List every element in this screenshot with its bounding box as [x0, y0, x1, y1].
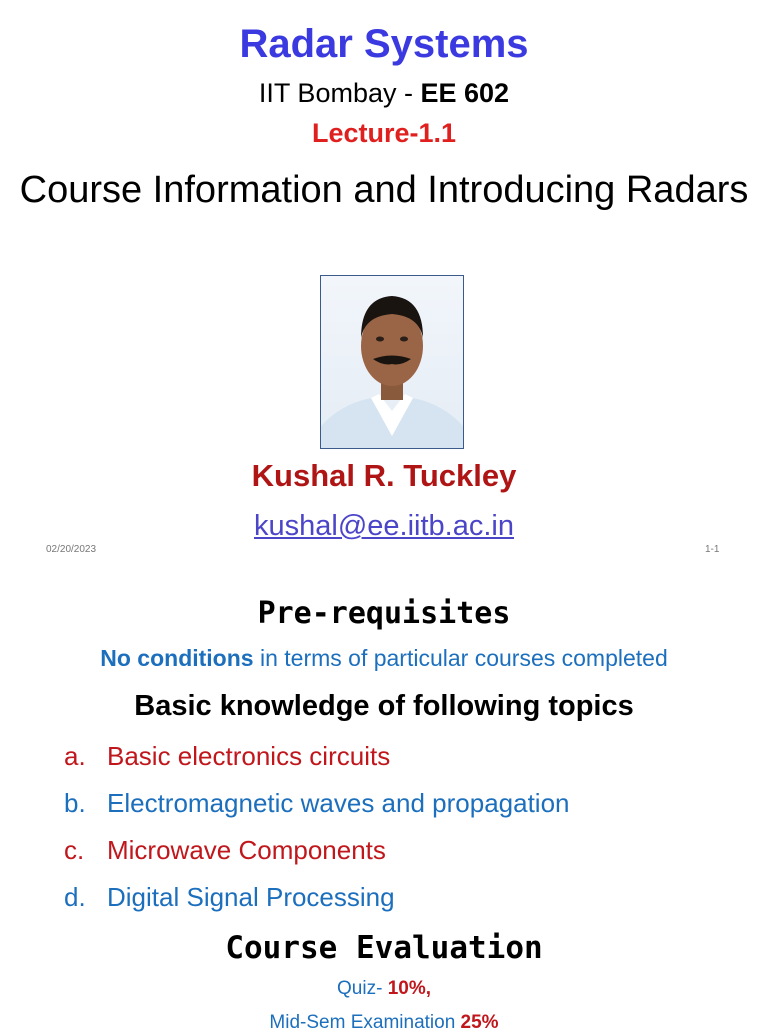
topic-item — [64, 741, 390, 772]
lecture-number: Lecture-1.1 — [311, 118, 457, 148]
prerequisites-title: Pre-requisites — [257, 596, 511, 631]
course-evaluation-title: Course Evaluation — [225, 930, 543, 966]
topic-text: Electromagnetic waves and propagation — [107, 788, 570, 818]
midsem-weight-line — [0, 1012, 768, 1034]
topic-letter: a. — [64, 741, 86, 771]
topic-text: Digital Signal Processing — [107, 882, 395, 912]
course-code: EE 602 — [420, 78, 510, 108]
lecture-heading: Course Information and Introducing Radars — [19, 169, 749, 211]
topic-letter: c. — [64, 835, 85, 865]
slide-date: 02/20/2023 — [46, 544, 97, 555]
no-conditions-text: in terms of particular courses completed — [253, 645, 668, 671]
midsem-label: Mid-Sem Examination — [269, 1012, 461, 1033]
midsem-value: 25% — [460, 1012, 499, 1033]
presenter-email-link[interactable]: kushal@ee.iitb.ac.in — [254, 510, 514, 542]
slide-title: Radar Systems — [239, 22, 529, 66]
topic-item — [64, 788, 570, 819]
topic-text: Basic electronics circuits — [107, 741, 391, 771]
topic-letter: b. — [64, 788, 86, 818]
course-line — [0, 78, 768, 109]
topic-item — [64, 835, 386, 866]
no-conditions-bold: No conditions — [100, 645, 254, 671]
quiz-weight-line — [0, 978, 768, 1000]
quiz-value: 10%, — [387, 978, 431, 999]
no-conditions-line — [0, 645, 768, 672]
quiz-label: Quiz- — [337, 978, 388, 999]
topic-text: Microwave Components — [107, 835, 386, 865]
slide-page-number: 1-1 — [705, 544, 720, 555]
course-institute: IIT Bombay - — [258, 78, 421, 108]
presenter-name: Kushal R. Tuckley — [251, 458, 517, 493]
topic-letter: d. — [64, 882, 86, 912]
topic-item — [64, 882, 395, 913]
presenter-photo — [320, 275, 464, 449]
basic-knowledge-title: Basic knowledge of following topics — [134, 690, 634, 722]
